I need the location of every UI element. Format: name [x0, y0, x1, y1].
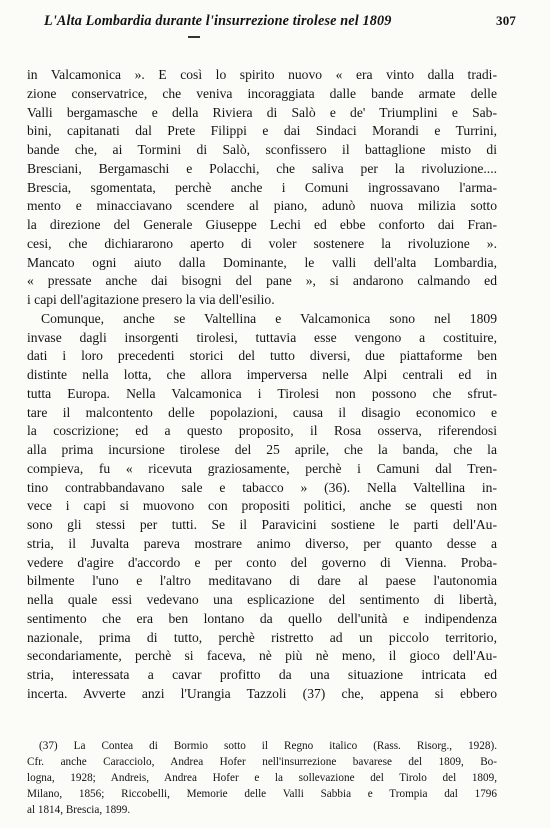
- text-line: nazionale, prima di tutto, perchè ristretto ad un piccolo territorio,: [27, 629, 497, 645]
- footnotes: [27, 738, 497, 818]
- text-line: la direzione del Generale Giuseppe Lechi ed ebbe conforto dai Fran-: [27, 217, 497, 232]
- text-line: invase dagli insorgenti tirolesi, tuttavia esse vengono a costituire,: [27, 329, 497, 345]
- footnote-line: al 1814, Brescia, 1899.: [27, 804, 131, 816]
- body-text: [27, 66, 497, 704]
- text-line: Mancato ogni aiuto dalla Dominante, le valli dell'alta Lombardia,: [27, 254, 497, 270]
- text-line: incerta. Avverte anzi l'Urangia Tazzoli (37) che, appena si ebbero: [27, 685, 497, 701]
- text-line: sentimento che era ben lontano da quello dell'unità e indipendenza: [27, 610, 497, 626]
- running-header: [44, 13, 516, 30]
- text-line: bini, capitanati dal Prete Filippi e dai Sindaci Morandi e Turrini,: [27, 123, 497, 139]
- text-line: secondariamente, perchè si faceva, nè più nè meno, il gioco dell'Au-: [27, 648, 497, 664]
- text-line: Comunque, anche se Valtellina e Valcamonica sono nel 1809: [41, 310, 497, 326]
- text-line: sono gli stessi per tutti. Se il Paravicini sostiene le parti dell'Au-: [27, 517, 497, 532]
- footnote-line: Milano, 1856; Riccobelli, Memorie delle Valli Sabbia e Trompia dal 1796: [27, 788, 497, 800]
- text-line: vedere d'agire d'accordo e per conto del governo di Vienna. Proba-: [27, 554, 497, 570]
- text-line: stria, il Juvalta pareva mostrare animo diverso, per quanto desse a: [27, 535, 497, 551]
- text-line: Valli bergamasche e della Riviera di Salò e de' Triumplini e Sab-: [27, 104, 497, 120]
- text-line: stria, interessata a cavar profitto da una situazione intricata ed: [27, 667, 497, 682]
- text-line: tare il malcontento delle popolazioni, causa il disagio economico e: [27, 404, 497, 420]
- footnote-line: logna, 1928; Andreis, Andrea Hofer e la sollevazione del Tirolo del 1809,: [27, 772, 497, 784]
- header-mark: [188, 36, 200, 38]
- text-line: i capi dell'agitazione presero la via dell'esilio.: [27, 292, 275, 307]
- running-title: L'Alta Lombardia durante l'insurrezione tirolese nel 1809: [44, 13, 392, 29]
- text-line: nella quale essi vedevano una esplicazione del sentimento di libertà,: [27, 592, 497, 607]
- text-line: tino contrabbandavano sale e tabacco » (36). Nella Valtellina in-: [27, 479, 497, 495]
- text-line: distinte nella lotta, che allora imperversa nelle Alpi centrali ed in: [27, 367, 497, 382]
- text-line: Brescia, sgomentata, perchè anche i Comuni ingrossavano l'arma-: [27, 179, 497, 195]
- page-number: 307: [496, 13, 516, 28]
- text-line: alla prima incursione tirolese del 25 aprile, che la banda, che la: [27, 442, 497, 457]
- text-line: « pressate anche dai bisogni del pane », si andarono calmando ed: [27, 273, 497, 289]
- text-line: compieva, fu « ricevuta graziosamente, perchè i Camuni dal Tren-: [27, 460, 497, 476]
- text-line: bande che, ai Tormini di Salò, sconfissero il battaglione misto di: [27, 142, 497, 157]
- text-line: in Valcamonica ». E così lo spirito nuovo « era vinto dalla tradi-: [27, 67, 497, 82]
- text-line: cesi, che dichiararono aperto di voler sostenere la rivoluzione ».: [27, 235, 497, 251]
- text-line: Bresciani, Bergamaschi e Polacchi, che saliva per la rivoluzione....: [27, 160, 497, 176]
- text-line: la coscrizione; ed a questo proposito, il Rosa osserva, riferendosi: [27, 423, 497, 439]
- text-line: mento e minacciavano scendere al piano, adunò nuova milizia sotto: [27, 198, 497, 214]
- text-line: zione conservatrice, che veniva incoraggiata dalle bande armate delle: [27, 85, 497, 101]
- footnote-line: (37) La Contea di Bormio sotto il Regno italico (Rass. Risorg., 1928).: [39, 740, 497, 752]
- text-line: vece i capi si muovono con propositi politici, anche se questi non: [27, 498, 497, 514]
- footnote-line: Cfr. anche Caracciolo, Andrea Hofer nell'insurrezione bavarese del 1809, Bo-: [27, 756, 497, 768]
- text-line: dati i loro precedenti storici del tutto diversi, due piattaforme ben: [27, 348, 497, 364]
- text-line: tutta Europa. Nella Valcamonica i Tirolesi non possono che sfrut-: [27, 385, 497, 401]
- text-line: bilmente l'uno e l'altro meditavano di dare al paese l'autonomia: [27, 573, 497, 589]
